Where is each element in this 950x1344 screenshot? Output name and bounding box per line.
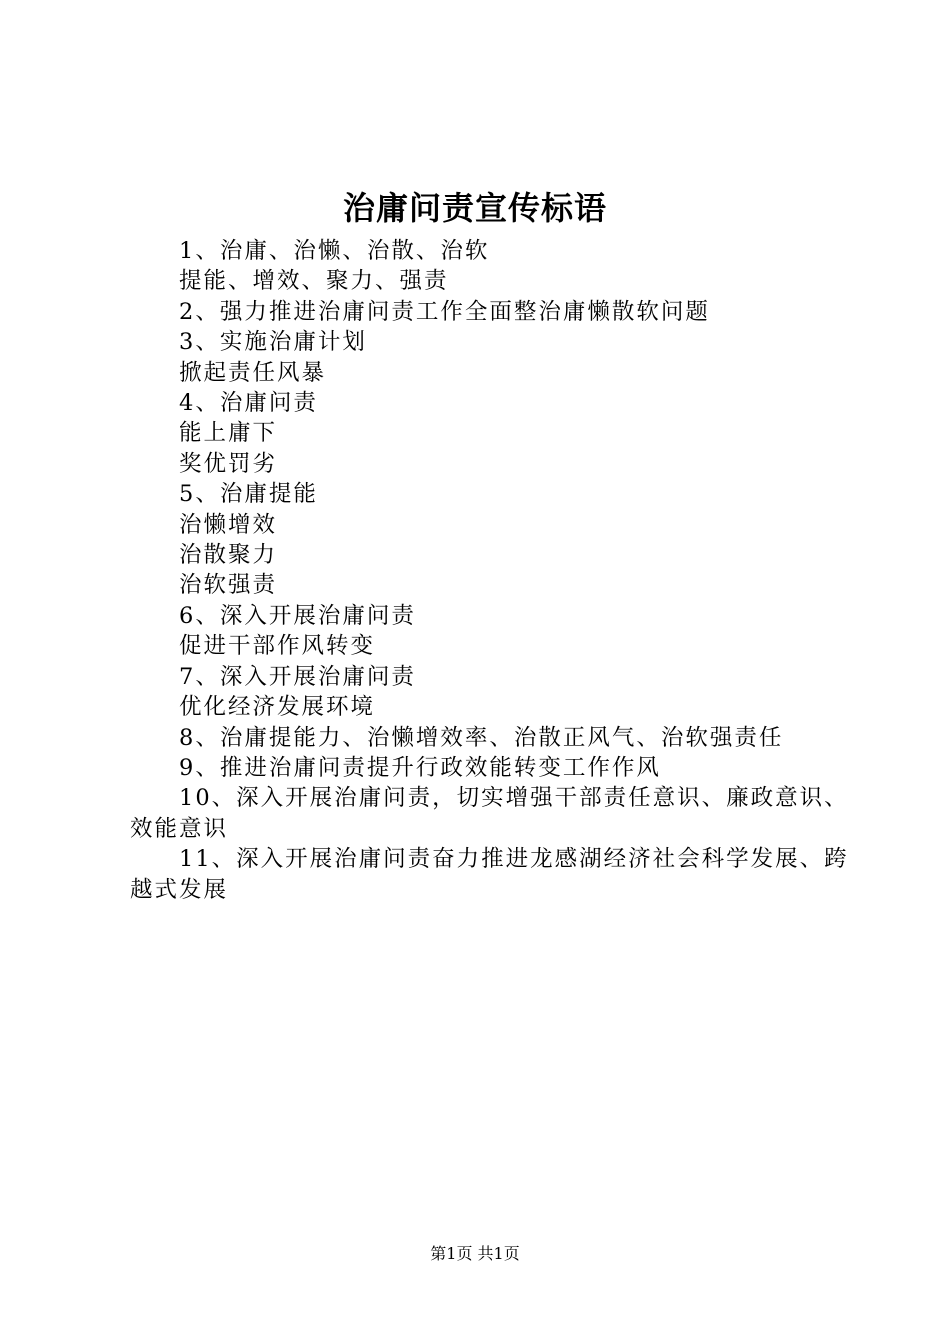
paragraph: 治懒增效 bbox=[179, 511, 278, 538]
paragraph: 2、强力推进治庸问责工作全面整治庸懒散软问题 bbox=[179, 298, 710, 325]
paragraph: 10、深入开展治庸问责，切实增强干部责任意识、廉政意识、效能意识 bbox=[130, 785, 849, 842]
paragraph: 促进干部作风转变 bbox=[179, 633, 376, 660]
paragraph: 治软强责 bbox=[179, 572, 278, 599]
paragraph: 治散聚力 bbox=[179, 542, 278, 569]
paragraph: 7、深入开展治庸问责 bbox=[179, 663, 416, 690]
paragraph: 3、实施治庸计划 bbox=[179, 329, 367, 356]
paragraph: 优化经济发展环境 bbox=[179, 694, 376, 721]
document-body bbox=[130, 236, 850, 905]
page-footer: 第1页 共1页 bbox=[430, 1244, 520, 1263]
paragraph: 5、治庸提能 bbox=[179, 481, 318, 508]
paragraph: 4、治庸问责 bbox=[179, 390, 318, 417]
paragraph: 1、治庸、治懒、治散、治软 bbox=[179, 238, 490, 264]
paragraph: 掀起责任风暴 bbox=[179, 359, 327, 386]
paragraph: 9、推进治庸问责提升行政效能转变工作作风 bbox=[179, 754, 661, 781]
paragraph: 奖优罚劣 bbox=[179, 450, 278, 477]
paragraph: 能上庸下 bbox=[179, 420, 278, 447]
paragraph: 6、深入开展治庸问责 bbox=[179, 602, 416, 629]
document-title: 治庸问责宣传标语 bbox=[342, 189, 607, 227]
paragraph: 11、深入开展治庸问责奋力推进龙感湖经济社会科学发展、跨越式发展 bbox=[130, 846, 849, 903]
paragraph: 8、治庸提能力、治懒增效率、治散正风气、治软强责任 bbox=[179, 724, 784, 751]
paragraph: 提能、增效、聚力、强责 bbox=[179, 268, 449, 295]
